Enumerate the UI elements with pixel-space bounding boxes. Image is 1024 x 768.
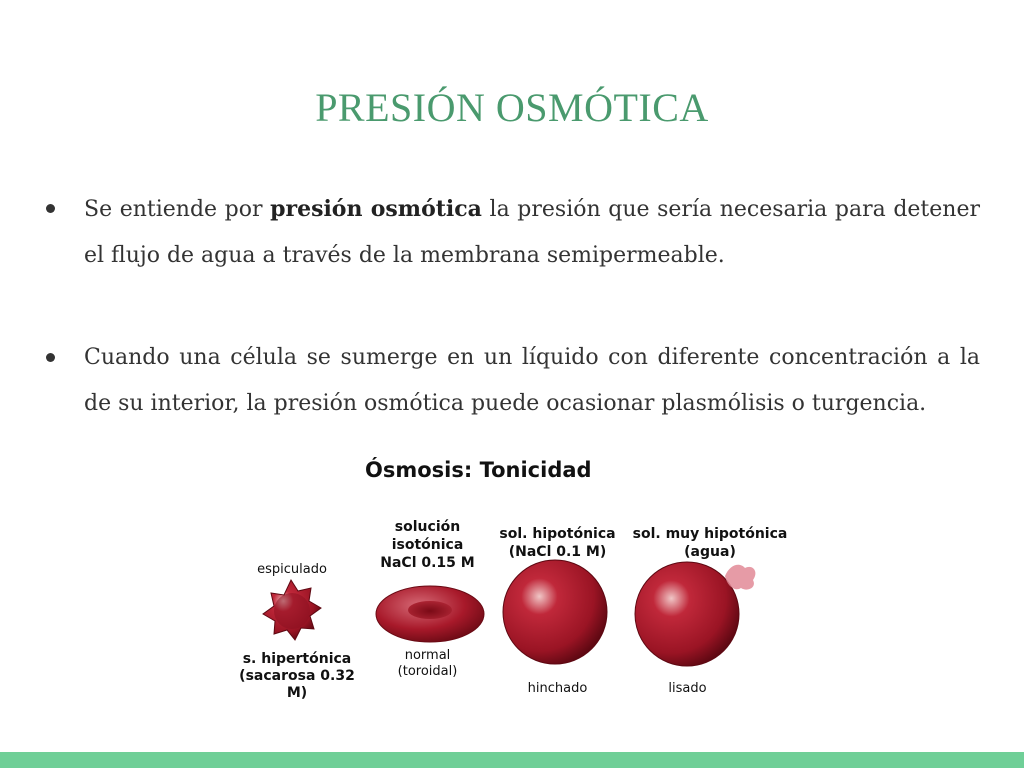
cell4-top-label-2: (agua) (684, 544, 736, 560)
swollen-cell (503, 560, 607, 664)
cell3-top-label-2: (NaCl 0.1 M) (508, 544, 607, 560)
cell2-top-label-2: isotónica (391, 537, 464, 553)
cell3-bottom-label: hinchado (527, 681, 588, 696)
slide-title: PRESIÓN OSMÓTICA (315, 85, 709, 130)
cell4-bottom-label: lisado (668, 681, 707, 696)
footer-bar (0, 752, 1024, 768)
bullet-bold-term: presión osmótica (270, 196, 482, 222)
normal-cell (376, 586, 484, 642)
bullet-item (44, 186, 980, 279)
lysed-cell (635, 562, 755, 666)
cell4-top-label-1: sol. muy hipotónica (632, 526, 788, 542)
figure-title: Ósmosis: Tonicidad (365, 458, 592, 482)
bullet-text: la presión que sería necesaria para detener el flujo de agua a través de la membrana semipermeable. (84, 197, 980, 268)
cell1-bottom-label-2: (sacarosa 0.32 M) (239, 668, 355, 701)
bullet-list (44, 186, 980, 427)
bullet-item (44, 335, 980, 427)
cell2-top-label-3: NaCl 0.15 M (380, 555, 475, 571)
tonicity-figure (225, 452, 800, 702)
cell1-bottom-label-1: s. hipertónica (242, 651, 352, 667)
bullet-text: Se entiende por (84, 197, 271, 222)
spiculated-cell (263, 580, 321, 640)
cell3-top-label-1: sol. hipotónica (499, 526, 616, 542)
cell1-top-label: espiculado (257, 562, 327, 577)
cell2-bottom-label-1: normal (404, 648, 451, 663)
cell2-bottom-label-2: (toroidal) (397, 664, 458, 679)
bullet-text: Cuando una célula se sumerge en un líquido con diferente concentración a la de su interior, la presión osmótica puede ocasionar plasmólisis o turgencia. (84, 345, 980, 416)
cell2-top-label-1: solución (394, 519, 461, 535)
